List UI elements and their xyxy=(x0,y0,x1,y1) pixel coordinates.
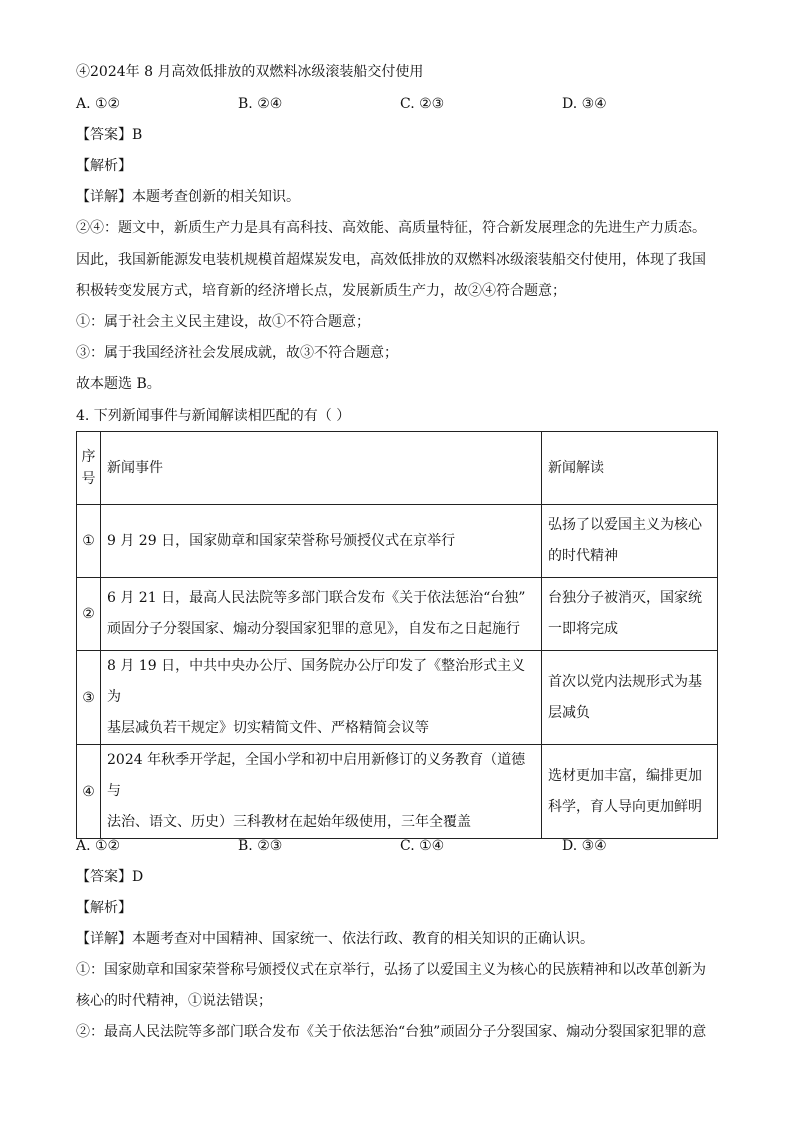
explanation-line: ②④：题文中，新质生产力是具有高科技、高效能、高质量特征，符合新发展理念的先进生产力质态。 xyxy=(76,220,706,236)
table-row xyxy=(77,505,718,578)
question-4-stem: 4. 下列新闻事件与新闻解读相匹配的有（ ） xyxy=(76,408,351,424)
row-reading: 首次以党内法规形式为基 层减负 xyxy=(542,651,718,745)
row-event: 8 月 19 日，中共中央办公厅、国务院办公厅印发了《整治形式主义为 基层减负若干规定》切实精简文件、严格精简会议等 xyxy=(101,651,542,745)
explanation-line: ②：最高人民法院等多部门联合发布《关于依法惩治“台独”顽固分子分裂国家、煽动分裂国家犯罪的意 xyxy=(76,1024,707,1040)
table-header-row xyxy=(77,432,718,505)
option-c: C. ①④ xyxy=(400,838,445,854)
analysis-label: 【解析】 xyxy=(76,900,132,916)
explanation-line: 积极转变发展方式，培育新的经济增长点，发展新质生产力，故②④符合题意； xyxy=(76,283,566,299)
option-d: D. ③④ xyxy=(562,838,607,854)
option-b: B. ②③ xyxy=(238,838,283,854)
detail-line: 【详解】本题考查对中国精神、国家统一、依法行政、教育的相关知识的正确认识。 xyxy=(76,931,594,947)
row-num: ④ xyxy=(77,745,101,839)
row-num: ② xyxy=(77,578,101,651)
table-row xyxy=(77,745,718,839)
answer-label: 【答案】B xyxy=(76,127,143,143)
answer-label: 【答案】D xyxy=(76,869,144,885)
table-row xyxy=(77,651,718,745)
row-event: 6 月 21 日，最高人民法院等多部门联合发布《关于依法惩治“台独” 顽固分子分裂国家、煽动分裂国家犯罪的意见》，自发布之日起施行 xyxy=(101,578,542,651)
row-event: 2024 年秋季开学起，全国小学和初中启用新修订的义务教育（道德与 法治、语文、历史）三科教材在起始年级使用，三年全覆盖 xyxy=(101,745,542,839)
explanation-line: 故本题选 B。 xyxy=(76,376,161,392)
option-b: B. ②④ xyxy=(238,96,283,112)
detail-line: 【详解】本题考查创新的相关知识。 xyxy=(76,189,300,205)
row-reading: 台独分子被消灭，国家统 一即将完成 xyxy=(542,578,718,651)
news-table xyxy=(76,431,718,839)
row-num: ③ xyxy=(77,651,101,745)
option-a: A. ①② xyxy=(76,96,121,112)
option-a: A. ①② xyxy=(76,838,121,854)
option-d: D. ③④ xyxy=(562,96,607,112)
option-c: C. ②③ xyxy=(400,96,445,112)
row-num: ① xyxy=(77,505,101,578)
explanation-line: 核心的时代精神，①说法错误； xyxy=(76,993,272,1009)
header-reading: 新闻解读 xyxy=(542,432,718,505)
table-row xyxy=(77,578,718,651)
row-reading: 弘扬了以爱国主义为核心 的时代精神 xyxy=(542,505,718,578)
question-3-item-4: ④2024年 8 月高效低排放的双燃料冰级滚装船交付使用 xyxy=(76,64,424,80)
header-event: 新闻事件 xyxy=(101,432,542,505)
header-num: 序 号 xyxy=(77,432,101,505)
row-event: 9 月 29 日，国家勋章和国家荣誉称号颁授仪式在京举行 xyxy=(101,505,542,578)
explanation-line: ①：属于社会主义民主建设，故①不符合题意； xyxy=(76,314,370,330)
explanation-line: 因此，我国新能源发电装机规模首超煤炭发电，高效低排放的双燃料冰级滚装船交付使用，体现了我国 xyxy=(76,252,706,268)
row-reading: 选材更加丰富，编排更加 科学，育人导向更加鲜明 xyxy=(542,745,718,839)
explanation-line: ③：属于我国经济社会发展成就，故③不符合题意； xyxy=(76,345,398,361)
analysis-label: 【解析】 xyxy=(76,158,132,174)
explanation-line: ①：国家勋章和国家荣誉称号颁授仪式在京举行，弘扬了以爱国主义为核心的民族精神和以改革创新为 xyxy=(76,962,706,978)
